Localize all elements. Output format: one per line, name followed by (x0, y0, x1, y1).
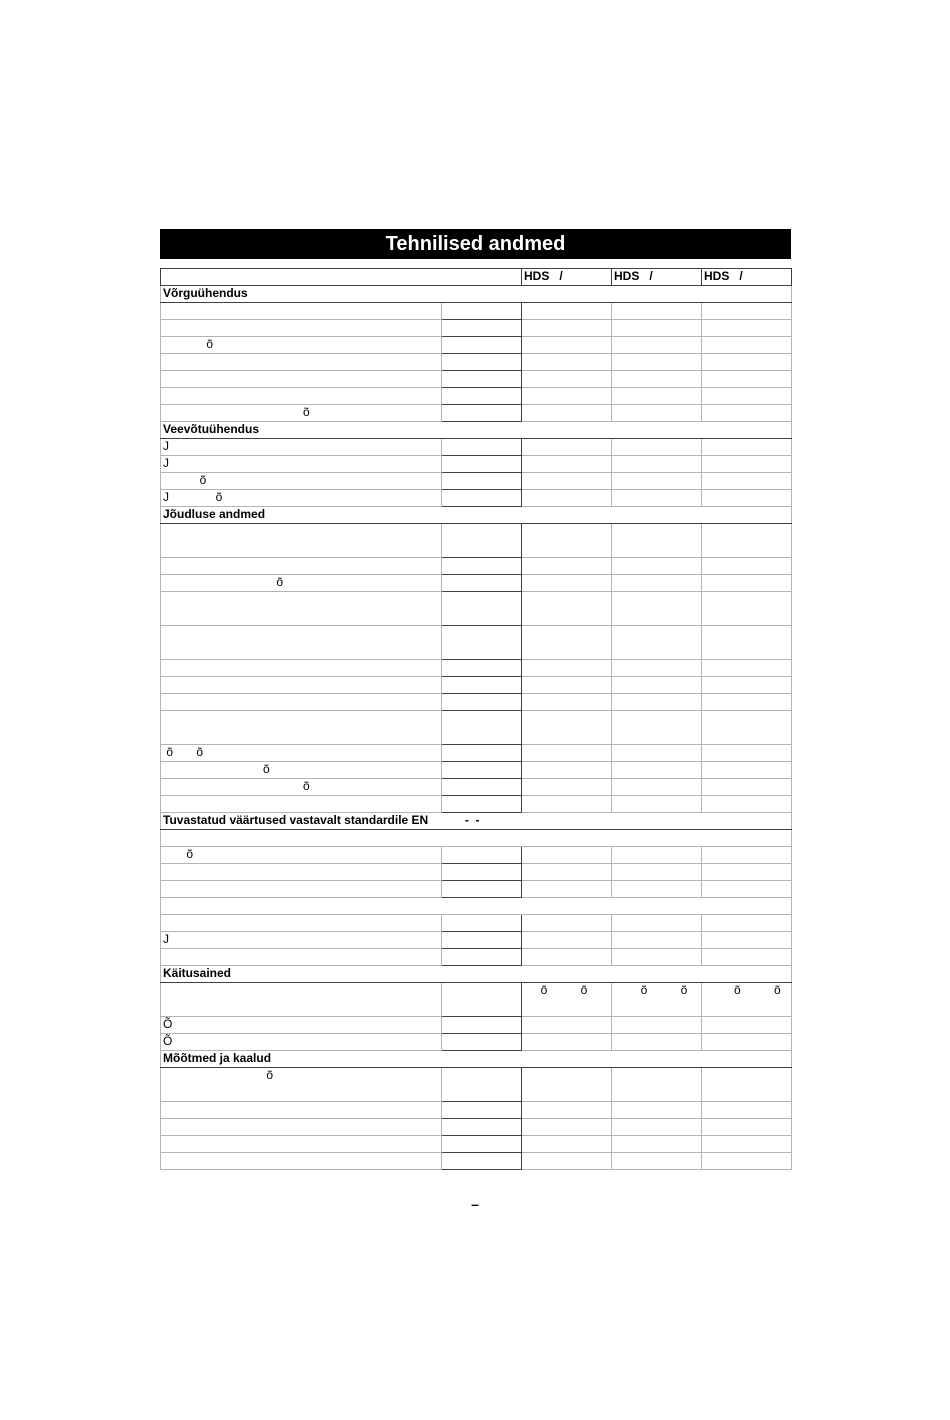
section-heading-row (161, 966, 792, 983)
row-label: õ õ (161, 745, 442, 762)
row-label (161, 1119, 442, 1136)
section-heading-row (161, 813, 792, 830)
table-row (161, 1136, 792, 1153)
table-row (161, 660, 792, 677)
table-row (161, 983, 792, 1017)
row-label (161, 524, 442, 558)
row-label (161, 388, 442, 405)
table-row (161, 779, 792, 796)
table-row (161, 626, 792, 660)
row-label: Õ (161, 1017, 442, 1034)
section-heading: Mõõtmed ja kaalud (161, 1051, 792, 1068)
table-row (161, 320, 792, 337)
row-label: J (161, 932, 442, 949)
section-heading: Jõudluse andmed (161, 507, 792, 524)
table-row (161, 337, 792, 354)
table-row (161, 915, 792, 932)
table-row (161, 303, 792, 320)
table-row (161, 575, 792, 592)
table-row (161, 354, 792, 371)
row-label: Õ (161, 1034, 442, 1051)
section-heading-row (161, 286, 792, 303)
section-heading: Tuvastatud väärtused vastavalt standardile EN - - (161, 813, 792, 830)
row-label (161, 677, 442, 694)
section-heading-row (161, 507, 792, 524)
table-header-row (161, 269, 792, 286)
value-cell: õ õ (612, 983, 702, 1017)
row-label (161, 949, 442, 966)
row-label (161, 626, 442, 660)
row-label: J õ (161, 490, 442, 507)
technical-data-table (160, 268, 792, 1170)
table-row (161, 371, 792, 388)
table-row (161, 1119, 792, 1136)
table-row (161, 830, 792, 847)
table-row (161, 864, 792, 881)
row-label: õ (161, 405, 442, 422)
row-label (161, 354, 442, 371)
value-cell: õ õ (702, 983, 792, 1017)
table-row (161, 1153, 792, 1170)
section-heading-row (161, 1051, 792, 1068)
row-label (161, 983, 442, 1017)
table-row (161, 677, 792, 694)
table-row (161, 439, 792, 456)
row-label: J (161, 456, 442, 473)
row-label: õ (161, 473, 442, 490)
row-label (161, 915, 442, 932)
row-label (161, 898, 792, 915)
table-row (161, 456, 792, 473)
model-column-header: HDS / (522, 269, 612, 286)
header-label-cell (161, 269, 522, 286)
table-row (161, 1068, 792, 1102)
row-label (161, 660, 442, 677)
value-cell: õ õ (522, 983, 612, 1017)
table-row (161, 388, 792, 405)
row-label: õ (161, 779, 442, 796)
row-label: õ (161, 337, 442, 354)
row-label: J (161, 439, 442, 456)
table-row (161, 711, 792, 745)
section-heading: Käitusained (161, 966, 792, 983)
row-label (161, 1136, 442, 1153)
model-column-header: HDS / (702, 269, 792, 286)
row-label (161, 1153, 442, 1170)
table-row (161, 881, 792, 898)
table-row (161, 558, 792, 575)
row-label (161, 592, 442, 626)
table-row (161, 405, 792, 422)
table-row (161, 949, 792, 966)
row-label (161, 303, 442, 320)
section-heading-row (161, 422, 792, 439)
table-row (161, 592, 792, 626)
table-row (161, 694, 792, 711)
page-number-mark: – (471, 1196, 479, 1212)
row-label: õ (161, 1068, 442, 1102)
model-column-header: HDS / (612, 269, 702, 286)
table-row (161, 932, 792, 949)
row-label (161, 371, 442, 388)
table-row (161, 1034, 792, 1051)
section-heading: Võrguühendus (161, 286, 792, 303)
table-row (161, 745, 792, 762)
row-label: õ (161, 847, 442, 864)
section-heading: Veevõtuühendus (161, 422, 792, 439)
row-label (161, 1102, 442, 1119)
row-label (161, 864, 442, 881)
table-row (161, 796, 792, 813)
row-label (161, 796, 442, 813)
row-label (161, 320, 442, 337)
table-row (161, 847, 792, 864)
row-label (161, 694, 442, 711)
table-row (161, 1017, 792, 1034)
row-label: õ (161, 575, 442, 592)
row-label (161, 711, 442, 745)
table-row (161, 473, 792, 490)
page-title: Tehnilised andmed (160, 229, 791, 259)
table-row (161, 762, 792, 779)
table-row (161, 490, 792, 507)
row-label: õ (161, 762, 442, 779)
table-row (161, 524, 792, 558)
row-label (161, 830, 792, 847)
row-label (161, 558, 442, 575)
table-row (161, 898, 792, 915)
row-label (161, 881, 442, 898)
table-row (161, 1102, 792, 1119)
